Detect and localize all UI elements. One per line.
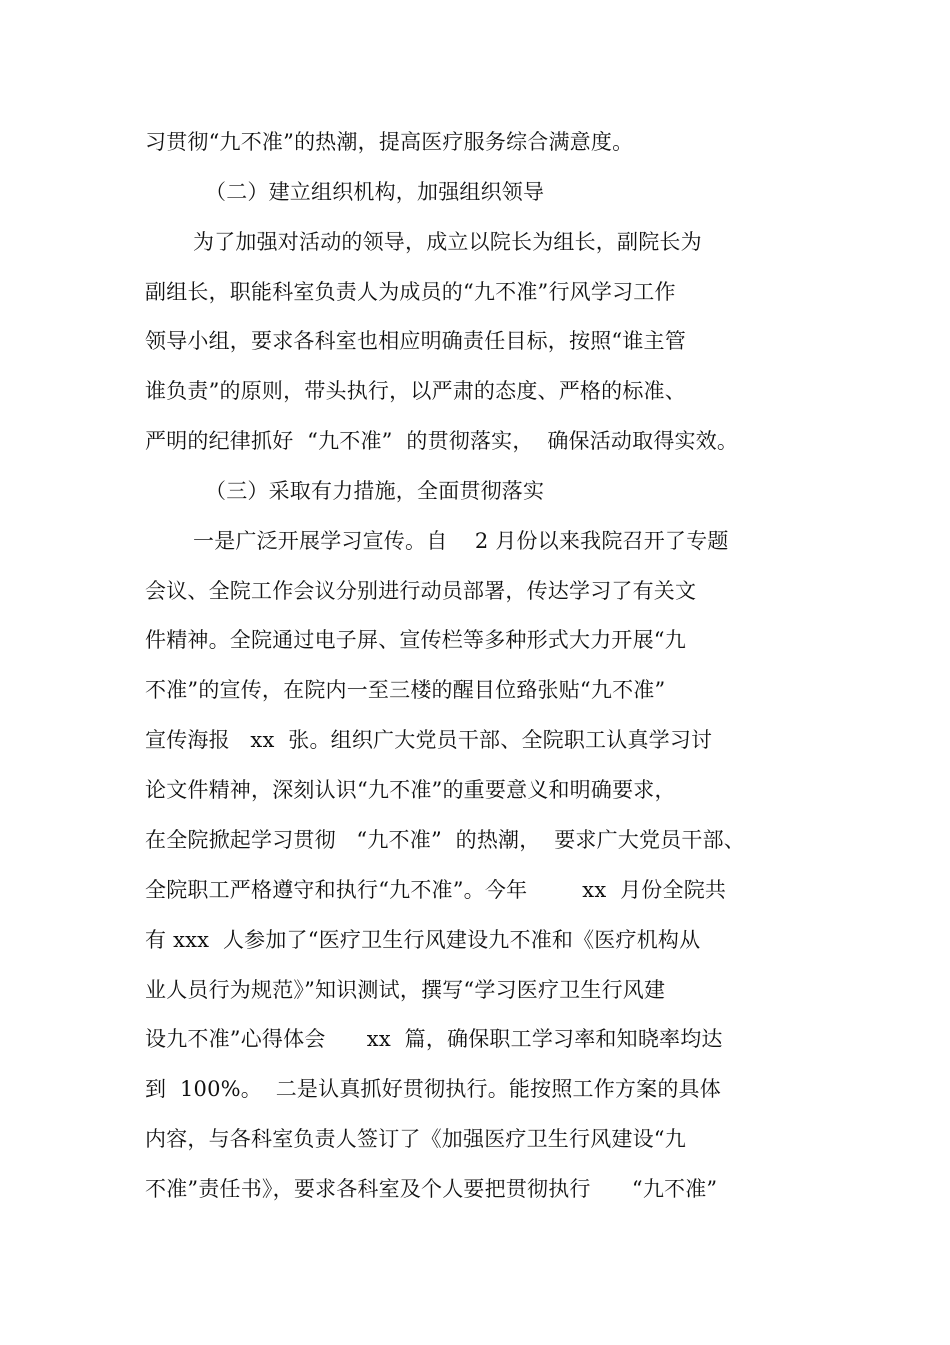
- section-heading: （三）采取有力措施，全面贯彻落实: [205, 479, 545, 503]
- text-line: 到 100%。 二是认真抓好贯彻执行。能按照工作方案的具体: [145, 1077, 721, 1101]
- text-line: 宣传海报 xx 张。组织广大党员干部、全院职工认真学习讨: [145, 728, 713, 752]
- text-line: 不准”的宣传，在院内一至三楼的醒目位臵张贴“九不准”: [145, 678, 666, 702]
- text-line: 论文件精神，深刻认识“九不准”的重要意义和明确要求，: [145, 778, 676, 802]
- text-line: 一是广泛开展学习宣传。自 2 月份以来我院召开了专题: [193, 529, 729, 553]
- text-line: 习贯彻“九不准”的热潮，提高医疗服务综合满意度。: [145, 130, 634, 154]
- text-line: 副组长，职能科室负责人为成员的“九不准”行风学习工作: [145, 280, 676, 304]
- text-line: 领导小组，要求各科室也相应明确责任目标，按照“谁主管: [145, 329, 686, 353]
- text-line: 件精神。全院通过电子屏、宣传栏等多种形式大力开展“九: [145, 628, 686, 652]
- text-line: 为了加强对活动的领导，成立以院长为组长，副院长为: [193, 230, 702, 254]
- text-line: 设九不准”心得体会 xx 篇，确保职工学习率和知晓率均达: [145, 1027, 723, 1051]
- text-line: 不准”责任书》，要求各科室及个人要把贯彻执行 “九不准”: [145, 1177, 718, 1201]
- text-line: 全院职工严格遵守和执行“九不准”。今年 xx 月份全院共: [145, 878, 727, 902]
- text-line: 业人员行为规范》”知识测试，撰写“学习医疗卫生行风建: [145, 978, 666, 1002]
- text-line: 有 xxx 人参加了“医疗卫生行风建设九不准和《医疗机构从: [145, 928, 701, 952]
- text-line: 会议、全院工作会议分别进行动员部署，传达学习了有关文: [145, 579, 697, 603]
- section-heading: （二）建立组织机构，加强组织领导: [205, 180, 545, 204]
- text-line: 严明的纪律抓好 “九不准” 的贯彻落实， 确保活动取得实效。: [145, 429, 739, 453]
- text-line: 谁负责”的原则，带头执行，以严肃的态度、严格的标准、: [145, 379, 686, 403]
- text-line: 在全院掀起学习贯彻 “九不准” 的热潮， 要求广大党员干部、: [145, 828, 745, 852]
- text-line: 内容，与各科室负责人签订了《加强医疗卫生行风建设“九: [145, 1127, 686, 1151]
